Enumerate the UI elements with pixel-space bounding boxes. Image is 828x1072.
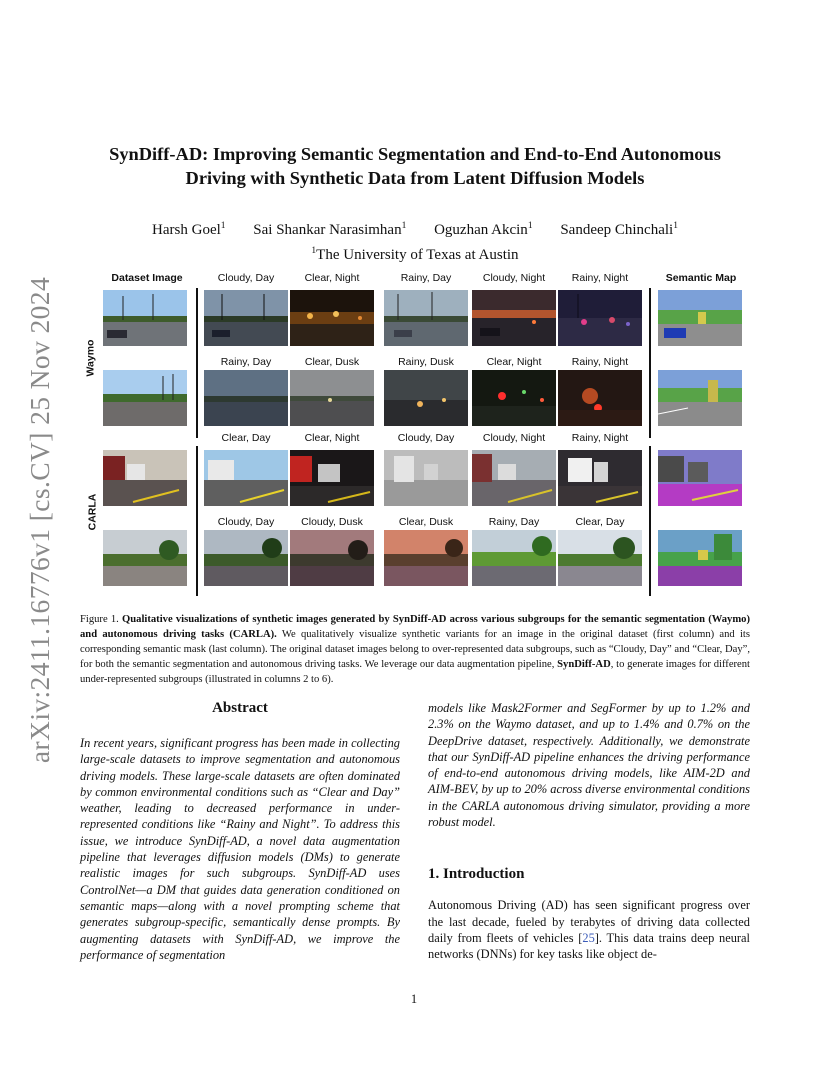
figure-1-caption xyxy=(80,612,750,687)
caption-bold-summary: Qualitative visualizations of synthetic images generated by SynDiff-AD across various subgroups for the semantic segmentation (Waymo) and autonomous driving tasks (CARLA). xyxy=(80,614,750,640)
column-divider-right xyxy=(649,288,651,438)
synthetic-image-clear-night-3 xyxy=(290,450,374,506)
synthetic-image-rainy-night xyxy=(558,290,642,346)
condition-label: Rainy, Day xyxy=(220,356,272,368)
affiliation: $^1$The University of Texas at Austin xyxy=(311,246,519,263)
caption-method-name: SynDiff-AD xyxy=(557,659,611,670)
caption-label: Figure 1. xyxy=(80,614,119,625)
abstract-text-continued: models like Mask2Former and SegFormer by up to 1.2% and 2.3% on the Waymo dataset, and up to 1.4% and 0.7% on the DeepDrive dataset, respectively. Additionally, we demonstrate that our SynDiff-AD pipeline enhances the driving performance of end-to-end autonomous driving models, like AIM-2D and AIM-BEV, by up to 20% across diverse environmental conditions in the CARLA autonomous driving simulator, providing a more robust model. xyxy=(428,701,750,830)
condition-label: Clear, Night xyxy=(486,356,542,368)
condition-label: Cloudy, Night xyxy=(482,432,546,444)
row-group-label-carla: CARLA xyxy=(86,493,99,531)
author-3: Oguzhan Akcin$^1$ xyxy=(434,221,533,238)
author-block xyxy=(80,216,750,265)
column-divider-left xyxy=(196,288,198,438)
synthetic-image-clear-dusk-2 xyxy=(384,530,468,586)
synthetic-image-rainy-day-3 xyxy=(472,530,556,586)
synthetic-image-rainy-day-2 xyxy=(204,370,288,426)
citation-link[interactable]: 25 xyxy=(582,930,595,945)
condition-label: Cloudy, Day xyxy=(217,516,275,528)
semantic-map-carla-2 xyxy=(658,530,742,586)
synthetic-image-cloudy-day-2 xyxy=(384,450,468,506)
condition-label: Clear, Dusk xyxy=(398,516,454,528)
page-number: 1 xyxy=(410,992,418,1006)
introduction-text: Autonomous Driving (AD) has seen significant progress over the last decade, fueled by terabytes of driving data collected daily from fleets of vehicles [25]. This data trains deep neural networks (DNNs) for key tasks like object de- xyxy=(428,898,750,962)
synthetic-image-rainy-night-2 xyxy=(558,370,642,426)
condition-label: Cloudy, Day xyxy=(397,432,455,444)
synthetic-image-cloudy-night xyxy=(472,290,556,346)
synthetic-image-rainy-day xyxy=(384,290,468,346)
dataset-image-carla-2 xyxy=(103,530,187,586)
synthetic-image-rainy-night-3 xyxy=(558,450,642,506)
semantic-map-waymo-1 xyxy=(658,290,742,346)
condition-label: Rainy, Night xyxy=(571,272,629,284)
semantic-map-carla-1 xyxy=(658,450,742,506)
condition-label: Clear, Dusk xyxy=(304,356,360,368)
synthetic-image-clear-day xyxy=(204,450,288,506)
caption-text-end: , to generate images for different under-represented subgroups (illustrated in columns 2 to 6). xyxy=(80,659,750,685)
condition-label: Rainy, Day xyxy=(488,516,540,528)
condition-label: Clear, Day xyxy=(575,516,625,528)
condition-label: Rainy, Day xyxy=(400,272,452,284)
paper-title: SynDiff-AD: Improving Semantic Segmentation and End-to-End Autonomous Driving with Synthetic Data from Latent Diffusion Models xyxy=(109,144,721,188)
dataset-image-waymo-2 xyxy=(103,370,187,426)
column-header-dataset-image: Dataset Image xyxy=(111,272,183,284)
synthetic-image-clear-night-2 xyxy=(472,370,556,426)
condition-label: Clear, Night xyxy=(304,432,360,444)
condition-label: Clear, Day xyxy=(221,432,271,444)
abstract-heading: Abstract xyxy=(212,700,268,716)
condition-label: Clear, Night xyxy=(304,272,360,284)
condition-label: Cloudy, Night xyxy=(482,272,546,284)
column-divider-right-lower xyxy=(649,446,651,596)
condition-label: Rainy, Dusk xyxy=(398,356,454,368)
synthetic-image-clear-day-2 xyxy=(558,530,642,586)
semantic-map-waymo-2 xyxy=(658,370,742,426)
synthetic-image-clear-dusk xyxy=(290,370,374,426)
arxiv-identifier-stamp: arXiv:2411.16776v1 [cs.CV] 25 Nov 2024 xyxy=(24,276,55,764)
figure-1-image-grid xyxy=(76,268,756,600)
right-column xyxy=(428,700,750,963)
condition-label: Cloudy, Dusk xyxy=(301,516,363,528)
synthetic-image-clear-night xyxy=(290,290,374,346)
synthetic-image-cloudy-night-2 xyxy=(472,450,556,506)
caption-text: We qualitatively visualize synthetic variants for an image in the original dataset (first column) and its corresponding semantic mask (last column). The original dataset images belong to over-represented data subgroups, such as “Cloudy, Day” and “Clear, Day”, for both the semantic segmentation and autonomous driving tasks. We leverage our data augmentation pipeline, xyxy=(80,629,750,670)
synthetic-image-cloudy-dusk xyxy=(290,530,374,586)
introduction-heading: 1. Introduction xyxy=(428,866,525,883)
condition-label: Rainy, Night xyxy=(571,356,629,368)
left-column xyxy=(80,700,400,963)
dataset-image-waymo-1 xyxy=(103,290,187,346)
column-header-semantic-map: Semantic Map xyxy=(665,272,737,284)
row-group-label-waymo: Waymo xyxy=(84,339,97,377)
abstract-text: In recent years, significant progress has been made in collecting large-scale datasets to improve segmentation and autonomous driving models. These large-scale datasets are often dominated by common environmental conditions such as “Clear and Day” weather, leading to decreased performance in under-represented conditions like “Rainy and Night”. To address this issue, we introduce SynDiff-AD, a novel data augmentation pipeline that leverages diffusion models (DMs) to generate realistic images for such subgroups. SynDiff-AD uses ControlNet—a DM that guides data generation conditioned on semantic maps—along with a novel prompting scheme that generates subgroup-specific, semantically dense prompts. By augmenting datasets with SynDiff-AD, we improve the performance of segmentation xyxy=(80,736,400,962)
condition-label: Cloudy, Day xyxy=(217,272,275,284)
dataset-image-carla-1 xyxy=(103,450,187,506)
author-1: Harsh Goel$^1$ xyxy=(152,221,226,238)
synthetic-image-rainy-dusk xyxy=(384,370,468,426)
condition-label: Rainy, Night xyxy=(571,432,629,444)
column-divider-left-lower xyxy=(196,446,198,596)
author-4: Sandeep Chinchali$^1$ xyxy=(560,221,678,238)
synthetic-image-cloudy-day-3 xyxy=(204,530,288,586)
author-2: Sai Shankar Narasimhan$^1$ xyxy=(253,221,407,238)
synthetic-image-cloudy-day xyxy=(204,290,288,346)
